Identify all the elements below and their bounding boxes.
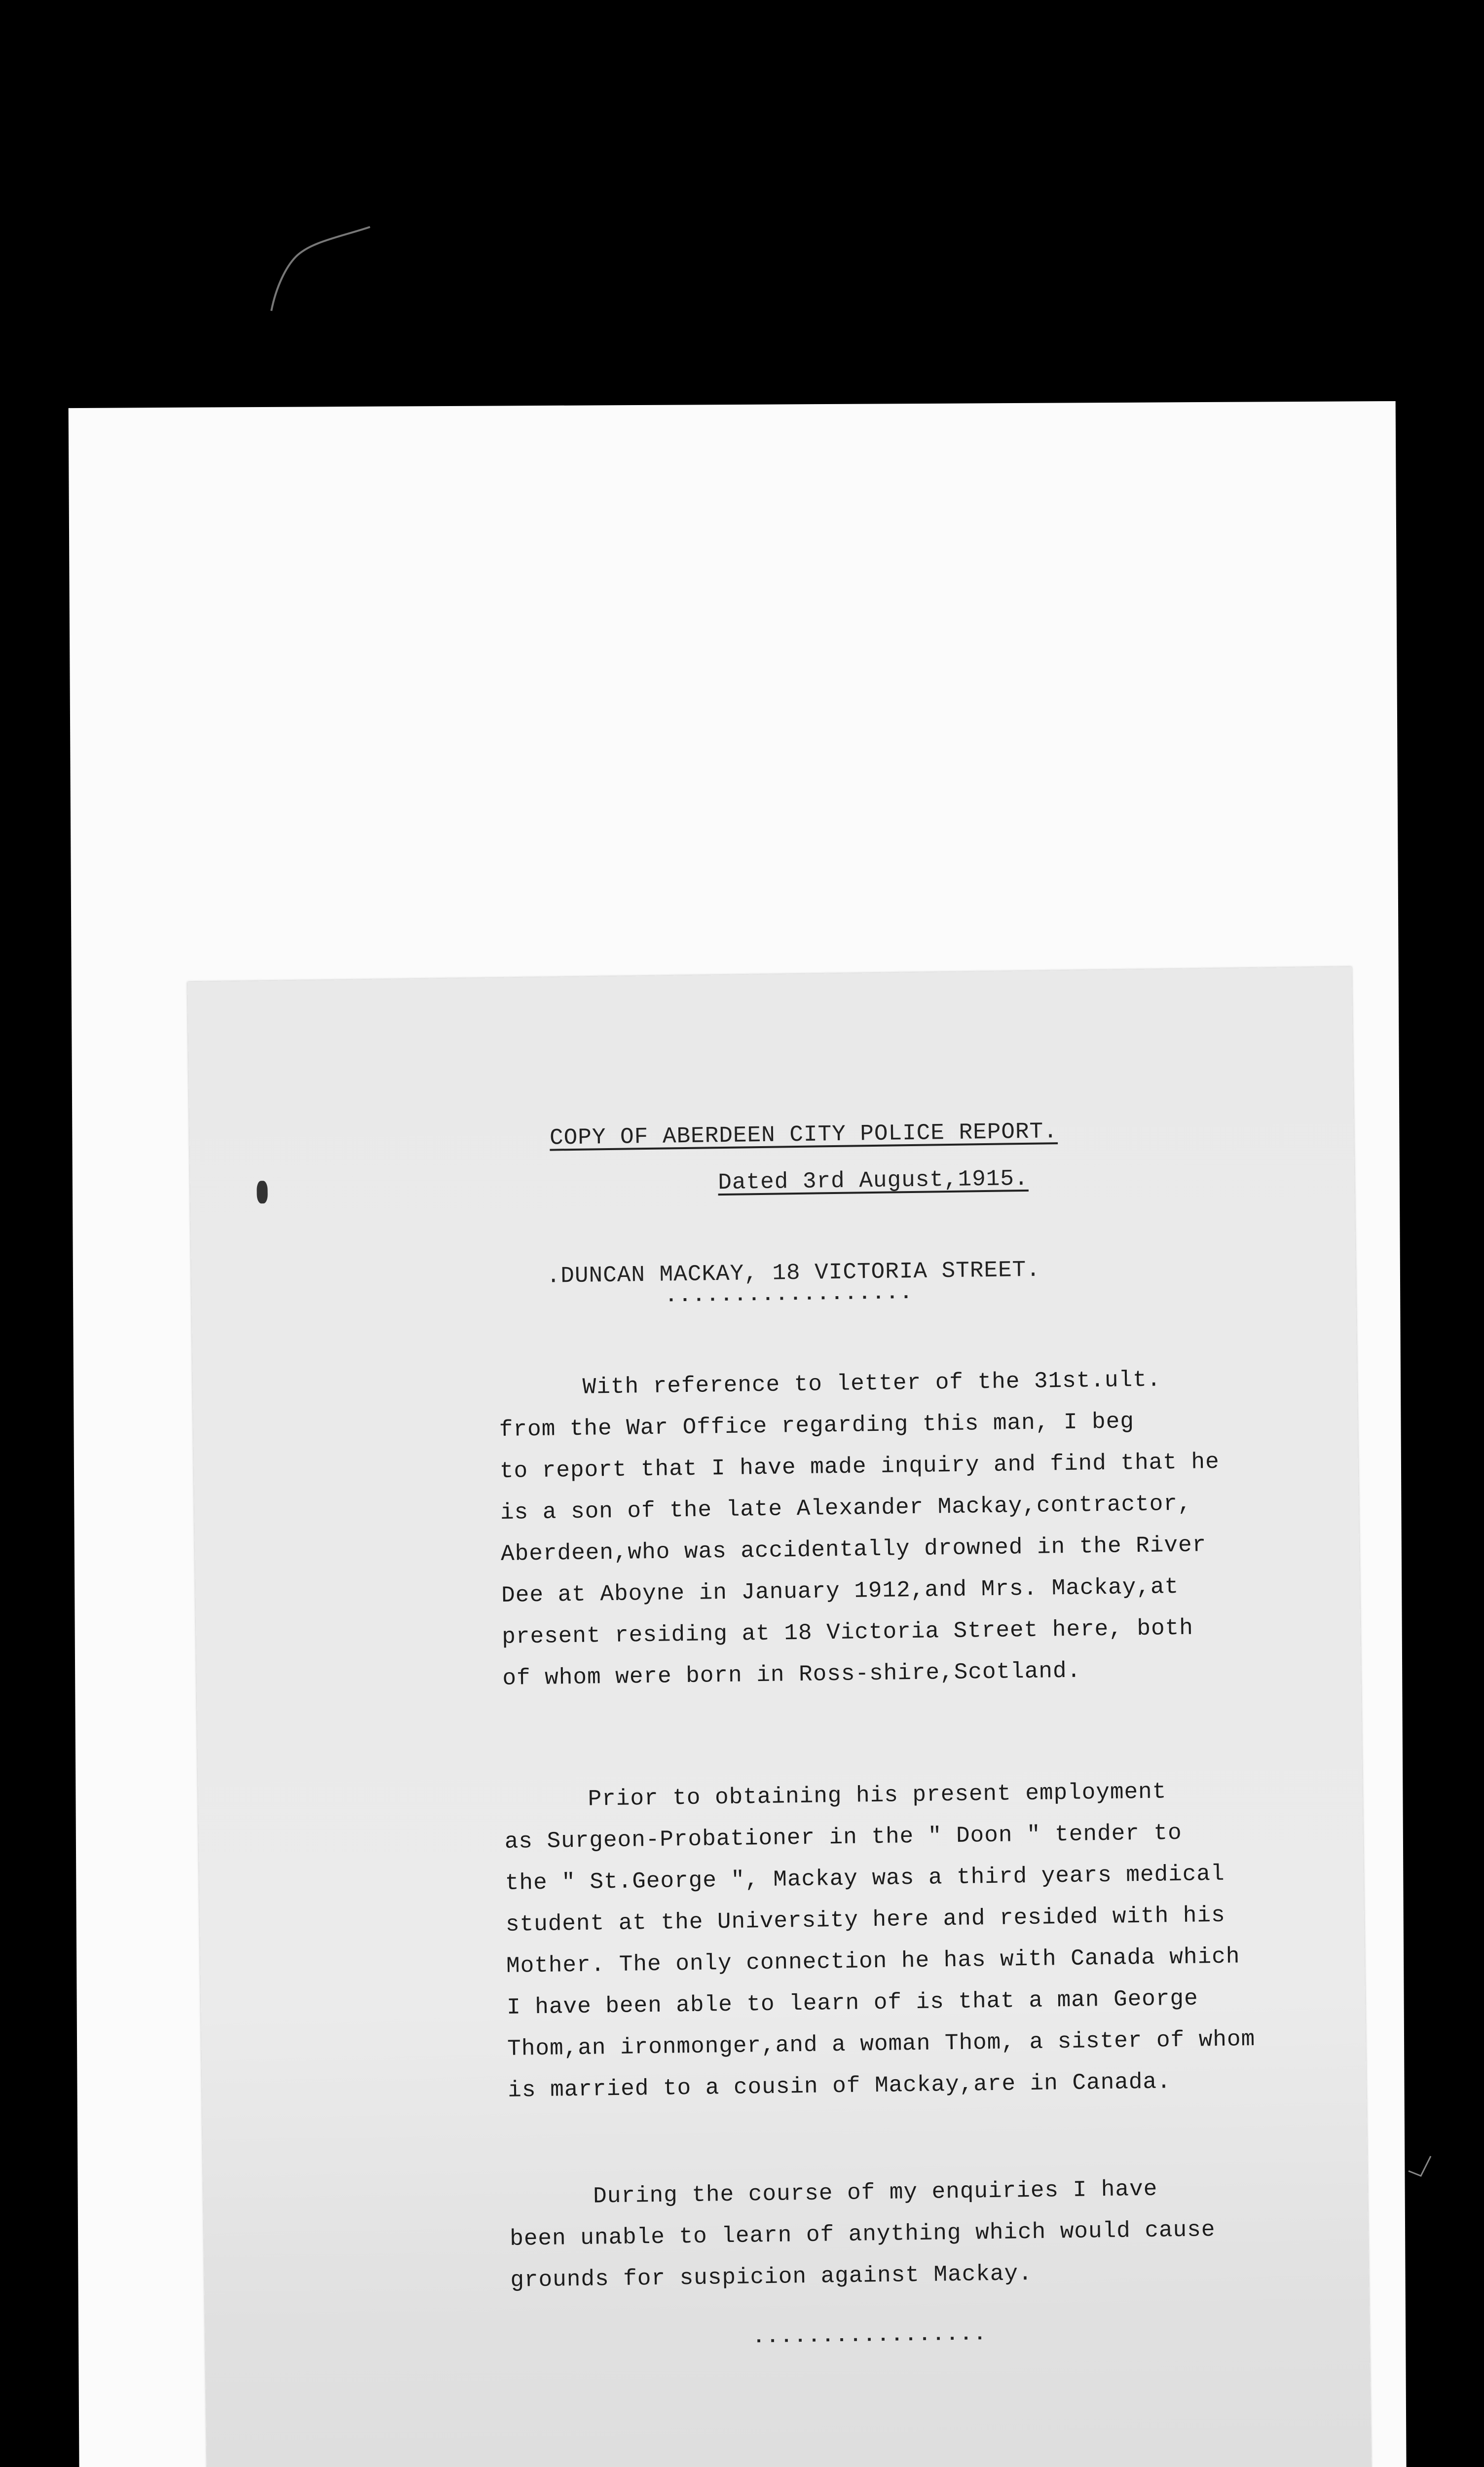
paragraph-line: Dee at Aboyne in January 1912,and Mrs. Mackay,at — [501, 1573, 1179, 1608]
report-heading: COPY OF ABERDEEN CITY POLICE REPORT. — [549, 1119, 1058, 1151]
paragraph-line: During the course of my enquiries I have — [593, 2176, 1158, 2209]
paragraph-line: Mother. The only connection he has with Canada which — [506, 1944, 1240, 1979]
outer-backing-page — [69, 401, 1407, 2467]
paragraph-line: to report that I have made inquiry and find that he — [499, 1449, 1220, 1484]
paragraph-line: grounds for suspicion against Mackay. — [510, 2260, 1033, 2293]
paragraph-line: is married to a cousin of Mackay,are in Canada. — [508, 2069, 1172, 2103]
paragraph-line: is a son of the late Alexander Mackay,contractor, — [500, 1491, 1192, 1526]
separator-top: .................. — [665, 1282, 914, 1308]
paragraph-line: been unable to learn of anything which would cause — [509, 2217, 1216, 2252]
paragraph-line: student at the University here and resided with his — [505, 1902, 1226, 1938]
report-date: Dated 3rd August,1915. — [717, 1165, 1029, 1196]
paragraph-line: present residing at 18 Victoria Street here, both — [502, 1615, 1194, 1650]
paragraph-line: from the War Office regarding this man, I beg — [499, 1409, 1135, 1443]
paragraph-line: With reference to letter of the 31st.ult. — [582, 1367, 1161, 1400]
paragraph-line: Prior to obtaining his present employment — [588, 1779, 1167, 1812]
paragraph-1 — [498, 1357, 1317, 1699]
stray-scratch-mark — [266, 217, 375, 316]
paragraph-line: as Surgeon-Probationer in the " Doon " tender to — [504, 1820, 1183, 1855]
corner-scratch-mark — [1406, 2151, 1436, 2181]
paragraph-3 — [509, 2166, 1325, 2301]
separator-bottom: ................. — [752, 2323, 988, 2349]
paragraph-2 — [504, 1769, 1322, 2111]
punch-hole — [257, 1181, 268, 1203]
paragraph-line: Aberdeen,who was accidentally drowned in the River — [500, 1532, 1207, 1567]
paragraph-line: the " St.George ", Mackay was a third years medical — [505, 1861, 1225, 1896]
typed-report-sheet — [187, 967, 1376, 2467]
report-subject: .DUNCAN MACKAY, 18 VICTORIA STREET. — [546, 1257, 1041, 1289]
paragraph-line: Thom,an ironmonger,and a woman Thom, a sister of whom — [507, 2026, 1256, 2062]
paragraph-line: of whom were born in Ross-shire,Scotland. — [502, 1658, 1081, 1691]
paragraph-line: I have been able to learn of is that a man George — [506, 1985, 1199, 2020]
